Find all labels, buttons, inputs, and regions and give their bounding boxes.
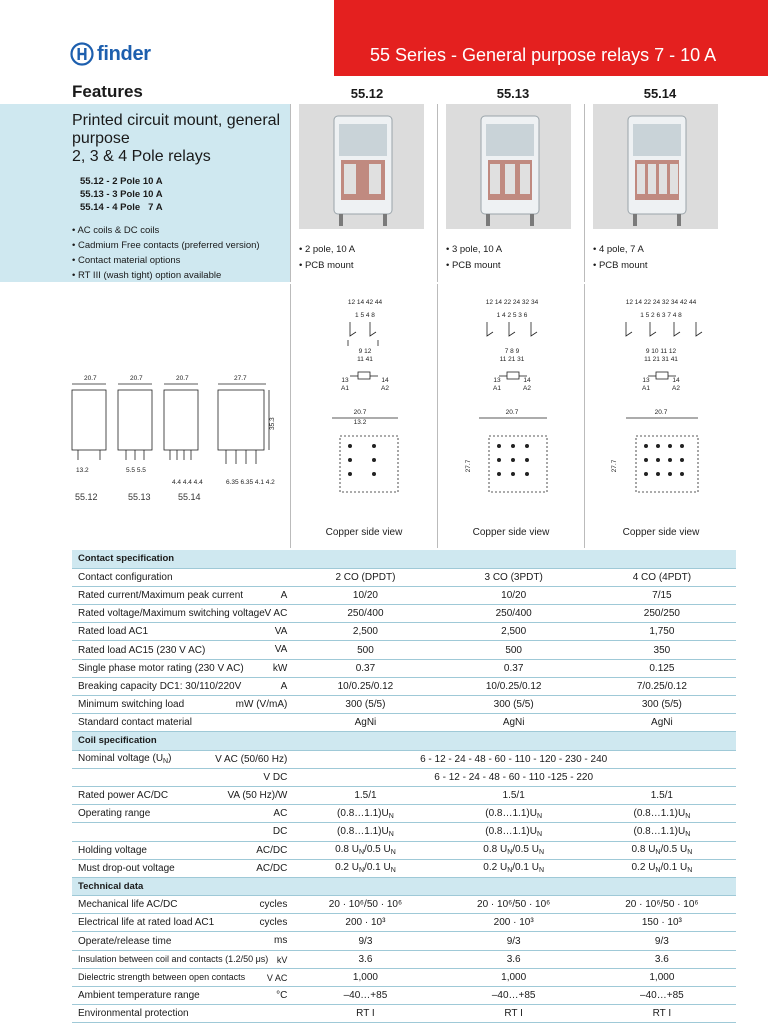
spec-value-2: 200 · 10³ [440,914,588,932]
spec-row [72,896,736,914]
spec-value-2: 0.2 $U_N/0.1$ $U_N$ [440,859,588,877]
spec-label [72,586,291,604]
spec-row [72,914,736,932]
terminal-labels: 11 21 31 [499,356,525,363]
dim-label: 5.5 5.5 [126,467,146,474]
brand-logo [70,42,151,66]
product-bullets [593,242,648,274]
spec-unit: VA [274,644,288,656]
coil-terminal: 13 [341,377,349,384]
spec-unit: V AC (50/60 Hz) [215,753,288,765]
dim-label: 20.7 [654,409,668,416]
features-heading: Features [72,82,143,101]
spec-value-1: 1.5/1 [291,786,439,804]
feature-bullet: • AC coils & DC coils [72,225,160,236]
relay-photo [299,104,424,229]
spec-unit: VA [274,626,288,638]
product-column-2 [437,104,584,282]
copper-side-label: Copper side view [622,527,700,538]
model-line: 55.14 - 4 Pole 7 A [80,202,163,213]
spec-value-1: –40…+85 [291,987,439,1005]
spec-row [72,714,736,732]
spec-unit: cycles [259,899,288,911]
spec-unit: cycles [259,917,288,929]
spec-unit: ms [273,935,288,947]
terminal-labels: 9 12 [358,348,372,355]
dim-label: 13.2 [353,419,367,426]
spec-row [72,641,736,659]
terminal-labels: 11 41 [357,356,373,363]
spec-unit: VA (50 Hz)/W [227,789,288,801]
coil-terminal: A1 [341,385,349,392]
coil-terminal: A1 [493,385,501,392]
spec-value-3: 250/250 [588,605,736,623]
spec-value-1: 10/0.25/0.12 [291,677,439,695]
coil-terminal: 14 [523,377,531,384]
brand-name: finder [97,42,151,65]
spec-label-text: Dielectric strength between open contacts [78,972,246,983]
product-bullet: • PCB mount [446,260,501,271]
spec-value-1: $(0.8\dots 1.1)U_N$ [291,805,439,823]
outline-label: 55.12 [75,492,98,502]
dim-label: 20.7 [130,375,143,382]
intro-line: Printed circuit mount, general purpose [72,112,281,147]
spec-value-1: 3.6 [291,950,439,968]
copper-side-label: Copper side view [472,527,550,538]
spec-value-3: RT I [588,1005,736,1023]
dim-label: 20.7 [84,375,97,382]
spec-value-2: AgNi [440,714,588,732]
spec-value-3: 3.6 [588,950,736,968]
spec-row [72,786,736,804]
terminal-labels: 11 21 31 41 [644,356,678,363]
spec-value-3: 0.2 $U_N/0.1$ $U_N$ [588,859,736,877]
spec-value-1: 0.37 [291,659,439,677]
spec-label-text: Holding voltage [78,844,147,856]
spec-label [72,950,291,968]
dim-label: 13.2 [76,467,89,474]
outline-label: 55.13 [128,492,151,502]
spec-value-1: 300 (5/5) [291,696,439,714]
coil-terminal: A2 [523,385,531,392]
spec-row [72,623,736,641]
terminal-labels: 12 14 22 24 32 34 42 44 [625,299,697,306]
spec-label-text: Rated load AC1 [78,626,149,638]
product-bullet: • 2 pole, 10 A [299,244,356,255]
section-title: Coil specification [72,732,736,750]
dim-label: 6.35 6.35 4.1 4.2 [226,479,275,486]
spec-label-text: Rated power AC/DC [78,790,169,802]
spec-row [72,659,736,677]
spec-unit: kW [272,662,288,674]
spec-unit: AC/DC [256,862,288,874]
spec-value-2: $(0.8\dots 1.1)U_N$ [440,805,588,823]
spec-value-span: 6 - 12 - 24 - 48 - 60 - 110 - 120 - 230 - 240 [291,750,736,768]
spec-value-3: 1.5/1 [588,786,736,804]
spec-label-text: Ambient temperature range [78,990,200,1002]
page-header [0,0,768,76]
spec-row [72,696,736,714]
spec-value-2: 10/0.25/0.12 [440,677,588,695]
spec-unit: V AC [266,972,288,983]
spec-row [72,568,736,586]
spec-value-2: –40…+85 [440,987,588,1005]
spec-label [72,641,291,659]
outline-label: 55.14 [178,492,201,502]
spec-label-text: Must drop-out voltage [78,862,175,874]
spec-value-1: $(0.8\dots 1.1)U_N$ [291,823,439,841]
coil-terminal: 14 [381,377,389,384]
spec-label [72,841,291,859]
spec-label [72,750,291,768]
terminal-labels: 7 8 9 [504,348,520,355]
spec-label-text: Rated current/Maximum peak current [78,589,244,601]
spec-value-2: 300 (5/5) [440,696,588,714]
wiring-diagram-2 [447,296,577,496]
spec-value-3: 9/3 [588,932,736,950]
spec-label [72,968,291,986]
coil-terminal: A2 [381,385,389,392]
spec-row [72,1005,736,1023]
spec-value-3: 300 (5/5) [588,696,736,714]
terminal-labels: 1 5 2 6 3 7 4 8 [640,312,682,319]
spec-label [72,623,291,641]
spec-label-text: Single phase motor rating (230 V AC) [78,662,244,674]
models-list [72,175,282,214]
coil-terminal: A2 [672,385,680,392]
spec-value-1: 500 [291,641,439,659]
feature-bullet: • Cadmium Free contacts (preferred version) [72,240,260,251]
spec-value-2: 250/400 [440,605,588,623]
dim-label: 27.7 [611,459,618,473]
spec-label-text: Rated voltage/Maximum switching voltage [78,608,265,620]
spec-label-text: Insulation between coil and contacts (1.2/50 μs) [78,954,269,965]
spec-value-3: 0.8 $U_N/0.5$ $U_N$ [588,841,736,859]
section-title: Technical data [72,877,736,895]
finder-logo-icon [70,42,94,66]
spec-value-2: RT I [440,1005,588,1023]
spec-row [72,677,736,695]
spec-label [72,987,291,1005]
dim-label: 35.3 [269,417,276,430]
spec-label [72,1005,291,1023]
outline-drawings [66,372,286,512]
intro-line: 2, 3 & 4 Pole relays [72,148,211,165]
spec-value-1: 2 CO (DPDT) [291,568,439,586]
spec-label-text: Environmental protection [78,1008,189,1020]
coil-terminal: 14 [672,377,680,384]
spec-label-text: Mechanical life AC/DC [78,899,178,911]
spec-value-2: 1.5/1 [440,786,588,804]
spec-label-text: Breaking capacity DC1: 30/110/220V [78,680,242,692]
spec-label [72,696,291,714]
spec-value-2: 0.37 [440,659,588,677]
spec-value-2: 10/20 [440,586,588,604]
coil-terminal: A1 [642,385,650,392]
spec-value-1: 9/3 [291,932,439,950]
spec-label-text: Standard contact material [78,717,192,729]
spec-table [72,550,736,1023]
dim-label: 20.7 [176,375,189,382]
terminal-labels: 1 4 2 5 3 6 [496,312,528,319]
feature-bullets [72,223,282,283]
spec-value-2: 3 CO (3PDT) [440,568,588,586]
model-line: 55.12 - 2 Pole 10 A [80,176,163,187]
terminal-labels: 9 10 11 12 [645,348,677,355]
spec-label [72,859,291,877]
spec-value-3: –40…+85 [588,987,736,1005]
spec-row [72,859,736,877]
series-title: 55 Series - General purpose relays 7 - 10 A [370,45,717,65]
spec-value-3: 0.125 [588,659,736,677]
spec-unit: A [280,589,288,601]
spec-label [72,568,291,586]
spec-label [72,914,291,932]
spec-value-1: AgNi [291,714,439,732]
spec-value-2: 9/3 [440,932,588,950]
spec-value-3: AgNi [588,714,736,732]
spec-value-3: 4 CO (4PDT) [588,568,736,586]
product-column-1 [290,104,437,282]
section-title: Contact specification [72,550,736,568]
copper-side-label: Copper side view [325,527,403,538]
spec-label [72,605,291,623]
spec-row [72,950,736,968]
spec-row [72,586,736,604]
spec-label-text: Nominal voltage $(U_N)$ [78,753,172,766]
spec-unit: V DC [263,771,288,783]
terminal-labels: 12 14 42 44 [347,299,383,306]
spec-value-3: 350 [588,641,736,659]
spec-value-1: 0.2 $U_N/0.1$ $U_N$ [291,859,439,877]
relay-image-icon [299,104,424,229]
spec-value-3: $(0.8\dots 1.1)U_N$ [588,805,736,823]
dim-label: 20.7 [353,409,367,416]
spec-label [72,823,291,841]
product-column-3 [584,104,736,282]
spec-table-body [72,550,736,1023]
spec-unit: A [280,680,288,692]
spec-row [72,932,736,950]
spec-row [72,805,736,823]
model-heading-1: 55.12 [350,86,384,101]
spec-label [72,659,291,677]
spec-label [72,932,291,950]
spec-unit: V AC [264,608,288,620]
dim-label: 27.7 [465,459,472,473]
spec-value-1: 20 · 10⁶/50 · 10⁶ [291,896,439,914]
spec-value-2: 500 [440,641,588,659]
product-bullets [446,242,502,274]
spec-label-text: Operating range [78,808,151,820]
features-text [72,112,282,283]
wiring-diagram-3 [596,296,726,496]
spec-row [72,841,736,859]
spec-label-text: Rated load AC15 (230 V AC) [78,644,206,656]
spec-value-2: $(0.8\dots 1.1)U_N$ [440,823,588,841]
spec-value-2: 3.6 [440,950,588,968]
spec-value-span: 6 - 12 - 24 - 48 - 60 - 110 -125 - 220 [291,768,736,786]
feature-bullet: • Contact material options [72,255,181,266]
product-bullet: • PCB mount [299,260,354,271]
spec-unit: mW (V/mA) [235,699,288,710]
spec-value-1: 2,500 [291,623,439,641]
spec-value-3: 1,000 [588,968,736,986]
spec-value-1: 200 · 10³ [291,914,439,932]
relay-image-icon [593,104,718,229]
coil-terminal: 13 [642,377,650,384]
spec-value-3: 20 · 10⁶/50 · 10⁶ [588,896,736,914]
spec-label-text: Electrical life at rated load AC1 [78,917,215,929]
spec-unit: °C [276,990,288,1001]
spec-value-1: 0.8 $U_N/0.5$ $U_N$ [291,841,439,859]
spec-value-2: 2,500 [440,623,588,641]
spec-row [72,987,736,1005]
product-bullet: • PCB mount [593,260,648,271]
spec-value-2: 0.8 $U_N/0.5$ $U_N$ [440,841,588,859]
product-bullets [299,242,355,274]
relay-photo [446,104,571,229]
product-bullet: • 4 pole, 7 A [593,244,644,255]
spec-row [72,605,736,623]
spec-label-text: Contact configuration [78,571,173,583]
spec-unit: AC/DC [256,844,288,856]
spec-label-text: Minimum switching load [78,699,185,711]
spec-label-text: Operate/release time [78,935,172,947]
spec-label [72,714,291,732]
spec-unit: kV [276,954,288,965]
coil-terminal: 13 [493,377,501,384]
spec-row [72,968,736,986]
spec-value-3: 7/15 [588,586,736,604]
terminal-labels: 1 5 4 8 [355,312,375,319]
model-heading-2: 55.13 [496,86,530,101]
spec-row [72,768,736,786]
model-line: 55.13 - 3 Pole 10 A [80,189,163,200]
spec-value-1: 1,000 [291,968,439,986]
spec-label [72,896,291,914]
spec-label [72,677,291,695]
spec-row [72,823,736,841]
spec-unit: AC [273,808,288,820]
section-header-row [72,732,736,750]
spec-label [72,786,291,804]
spec-value-3: 7/0.25/0.12 [588,677,736,695]
model-heading-3: 55.14 [643,86,677,101]
spec-value-2: 20 · 10⁶/50 · 10⁶ [440,896,588,914]
spec-value-3: $(0.8\dots 1.1)U_N$ [588,823,736,841]
product-bullet: • 3 pole, 10 A [446,244,503,255]
spec-value-2: 1,000 [440,968,588,986]
relay-photo [593,104,718,229]
spec-value-1: RT I [291,1005,439,1023]
terminal-labels: 12 14 22 24 32 34 [485,299,539,306]
section-header-row [72,550,736,568]
dim-label: 4.4 4.4 4.4 [172,479,203,486]
spec-value-3: 150 · 10³ [588,914,736,932]
dim-label: 20.7 [505,409,519,416]
spec-row [72,750,736,768]
relay-image-icon [446,104,571,229]
spec-label [72,805,291,823]
spec-unit: DC [272,826,288,838]
dim-label: 27.7 [234,375,247,382]
feature-bullet: • RT III (wash tight) option available [72,270,222,281]
section-header-row [72,877,736,895]
spec-label [72,768,291,786]
spec-value-1: 250/400 [291,605,439,623]
wiring-diagram-1 [300,296,430,496]
spec-value-1: 10/20 [291,586,439,604]
spec-value-3: 1,750 [588,623,736,641]
